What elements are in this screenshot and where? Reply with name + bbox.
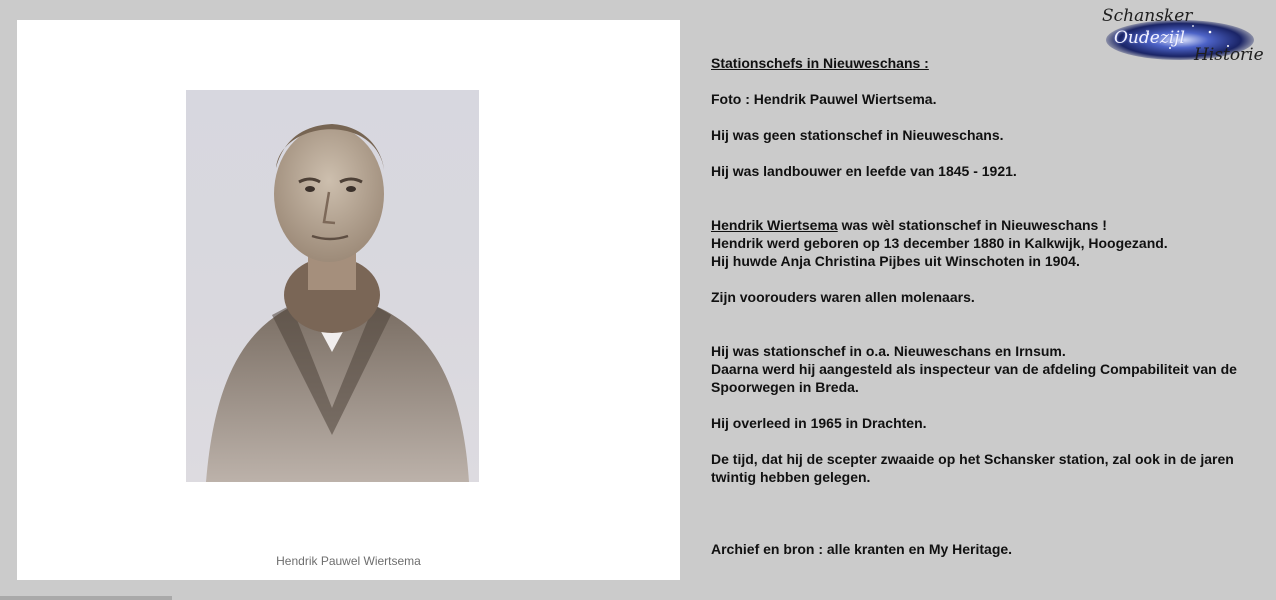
portrait-photo	[186, 90, 479, 482]
death-line: Hij overleed in 1965 in Drachten.	[711, 415, 927, 431]
logo-text-historie: Historie	[1194, 45, 1264, 65]
logo-text-oudezijl: Oudezijl	[1114, 28, 1185, 48]
horizontal-scrollbar[interactable]	[0, 596, 172, 600]
stations-line: Hij was stationschef in o.a. Nieuweschans en Irnsum.	[711, 343, 1066, 359]
inspector-line: Daarna werd hij aangesteld als inspecteur van de afdeling Compabiliteit van de Spoorwegen in Breda.	[711, 361, 1237, 395]
logo-text-schansker: Schansker	[1102, 6, 1193, 26]
farmer-line: Hij was landbouwer en leefde van 1845 - 1921.	[711, 163, 1017, 179]
page-heading: Stationschefs in Nieuweschans :	[711, 55, 929, 71]
photo-caption: Hendrik Pauwel Wiertsema	[276, 554, 421, 568]
hendrik-wiertsema-link[interactable]: Hendrik Wiertsema	[711, 217, 838, 233]
birth-line: Hendrik werd geboren op 13 december 1880 in Kalkwijk, Hoogezand.	[711, 235, 1168, 251]
era-line: De tijd, dat hij de scepter zwaaide op het Schansker station, zal ook in de jaren twintig hebben gelegen.	[711, 451, 1234, 485]
marriage-line: Hij huwde Anja Christina Pijbes uit Winschoten in 1904.	[711, 253, 1080, 269]
not-stationschef-line: Hij was geen stationschef in Nieuweschans.	[711, 127, 1004, 143]
ancestors-line: Zijn voorouders waren allen molenaars.	[711, 289, 975, 305]
stationschef-intro-rest: was wèl stationschef in Nieuweschans !	[837, 217, 1107, 233]
photo-credit-line: Foto : Hendrik Pauwel Wiertsema.	[711, 91, 937, 107]
portrait-illustration	[186, 90, 479, 482]
article-text	[711, 54, 1251, 558]
sources-line: Archief en bron : alle kranten en My Heritage.	[711, 541, 1013, 557]
stationschef-intro-line	[711, 216, 1251, 234]
photo-panel	[17, 20, 680, 580]
